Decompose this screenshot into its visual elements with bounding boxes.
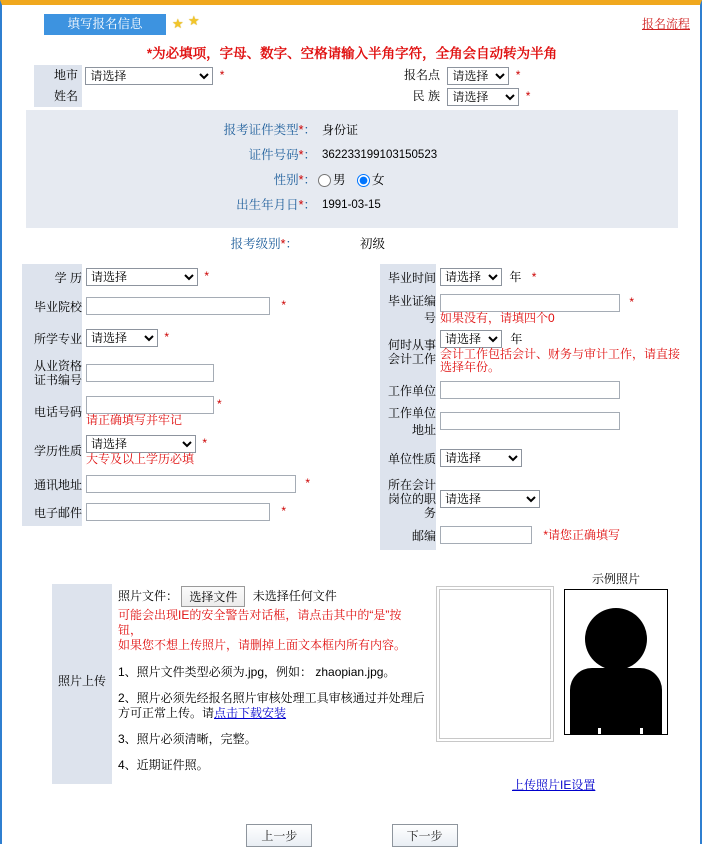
work-unit-label: 工作单位	[380, 376, 436, 404]
registration-flow-link[interactable]: 报名流程	[641, 17, 690, 31]
phone-required-mark: *	[217, 396, 222, 411]
unit-type-row	[380, 438, 690, 478]
photo-preview-box	[439, 589, 551, 739]
education-label: 学 历	[22, 264, 82, 290]
name-label: 姓名	[34, 86, 82, 107]
accounting-start-hint: 会计工作包括会计、财务与审计工作，请直接选择年份。	[440, 347, 681, 375]
accounting-start-unit: 年	[510, 331, 523, 346]
photo-rule-2	[118, 691, 428, 721]
gender-female-option[interactable]: 女	[357, 173, 385, 187]
major-label: 所学专业	[22, 322, 82, 354]
required-fields-notice: *为必填项，字母、数字、空格请输入半角字符，全角会自动转为半角	[146, 46, 558, 61]
name-value	[85, 87, 265, 106]
nation-row	[386, 86, 686, 107]
graduation-cert-hint: 如果没有，请填四个0	[440, 310, 555, 325]
photo-rule-1: 1、照片文件类型必须为.jpg，例如： zhaopian.jpg。	[118, 665, 396, 679]
gender-male-option[interactable]: 男	[318, 173, 346, 187]
photo-rule-3: 3、照片必须清晰，完整。	[118, 732, 257, 746]
education-type-required-mark: *	[202, 435, 208, 450]
sample-photo-wrap	[564, 570, 668, 735]
practice-cert-label	[22, 354, 82, 392]
cert-no-row	[26, 143, 678, 168]
cert-no-label: 证件号码*：	[248, 148, 316, 162]
site-row	[386, 65, 686, 86]
silhouette-gap	[598, 728, 601, 735]
school-row	[22, 290, 310, 322]
gender-male-radio[interactable]	[318, 174, 331, 187]
accounting-start-row	[380, 328, 690, 376]
next-step-button[interactable]: 下一步	[392, 824, 458, 847]
exam-level-label: 报考级别*：	[230, 237, 298, 251]
star-icon: ★	[188, 13, 200, 28]
photo-upload-block	[14, 572, 690, 799]
nation-select[interactable]	[447, 88, 519, 106]
education-type-hint: 大专及以上学历必填	[86, 451, 195, 466]
mailing-address-row	[22, 470, 310, 498]
gender-female-radio[interactable]	[357, 174, 370, 187]
photo-warning-text	[118, 608, 428, 653]
person-body-icon	[570, 668, 662, 735]
city-row	[34, 65, 364, 86]
major-select[interactable]	[86, 329, 158, 347]
zip-hint: *请您正确填写	[543, 527, 621, 542]
identity-info-block	[26, 109, 678, 228]
work-address-row	[380, 404, 690, 438]
basic-info-block	[14, 65, 690, 107]
graduation-time-field	[436, 264, 690, 290]
school-input[interactable]	[86, 297, 270, 315]
city-required-mark: *	[219, 68, 225, 82]
unit-type-label: 单位性质	[380, 438, 436, 478]
practice-cert-label-line2: 证书编号	[33, 373, 82, 387]
accounting-start-label-line2: 会计工作	[387, 352, 436, 366]
mailing-address-label: 通讯地址	[22, 470, 82, 498]
nation-required-mark: *	[525, 89, 531, 103]
photo-warning-line3: 如果您不想上传照片，请删掉上面文本框内所有内容。	[118, 638, 407, 652]
site-required-mark: *	[515, 68, 521, 82]
major-field	[82, 322, 310, 354]
education-row	[22, 264, 310, 290]
education-select[interactable]	[86, 268, 198, 286]
email-input[interactable]	[86, 503, 270, 521]
ie-settings-link[interactable]: 上传照片IE设置	[512, 778, 596, 792]
birth-label: 出生年月日*：	[236, 198, 316, 212]
accounting-post-label	[380, 478, 436, 520]
gender-label: 性别*：	[273, 173, 316, 187]
photo-file-label: 照片文件：	[118, 589, 179, 603]
birth-row	[26, 193, 678, 218]
accounting-start-label-line1: 何时从事	[387, 338, 436, 352]
accounting-post-label-line1: 所在会计	[387, 478, 436, 492]
email-label: 电子邮件	[22, 498, 82, 526]
person-head-icon	[585, 608, 647, 670]
zip-label: 邮编	[380, 520, 436, 550]
email-row	[22, 498, 310, 526]
unit-type-select[interactable]	[440, 449, 522, 467]
graduation-time-unit: 年	[509, 269, 522, 284]
graduation-time-label: 毕业时间	[380, 264, 436, 290]
education-required-mark: *	[204, 269, 210, 284]
file-status-text: 未选择任何文件	[252, 589, 337, 603]
work-address-label: 工作单位地址	[380, 404, 436, 438]
education-type-label: 学历性质	[22, 430, 82, 470]
name-row	[34, 86, 364, 107]
main-form	[14, 264, 690, 574]
work-address-field	[436, 404, 690, 438]
phone-row	[22, 392, 310, 430]
gender-row	[26, 168, 678, 193]
birth-value: 1991-03-15	[322, 199, 381, 211]
photo-upload-body	[118, 586, 428, 784]
tab-fill-registration-info[interactable]: 填写报名信息	[44, 14, 166, 35]
phone-input[interactable]	[86, 396, 214, 414]
download-tool-link[interactable]: 点击下载安装	[214, 706, 287, 720]
school-label: 毕业院校	[22, 290, 82, 322]
nation-label: 民 族	[412, 89, 440, 103]
basic-info-right	[386, 65, 686, 107]
previous-step-button[interactable]: 上一步	[246, 824, 312, 847]
gender-radio-group	[318, 168, 393, 193]
major-row	[22, 322, 310, 354]
phone-field	[82, 392, 310, 430]
zip-row	[380, 520, 690, 550]
cert-no-value: 362233199103150523	[322, 149, 438, 161]
sample-photo-title: 示例照片	[591, 572, 640, 586]
zip-input[interactable]	[440, 526, 532, 544]
city-label: 地市	[34, 65, 82, 86]
star-icon: ★	[172, 16, 184, 31]
exam-level-value: 初级	[360, 237, 386, 251]
graduation-time-required-mark: *	[531, 269, 537, 284]
accounting-start-label	[380, 328, 436, 376]
mailing-address-field	[82, 470, 310, 498]
graduation-cert-required-mark: *	[629, 294, 635, 309]
header	[8, 12, 696, 40]
education-type-select[interactable]	[86, 435, 196, 453]
photo-warning-line2: 钮，	[118, 623, 143, 637]
accounting-start-field	[436, 328, 690, 376]
basic-info-left	[34, 65, 364, 107]
photo-file-row	[118, 586, 428, 606]
mailing-address-required-mark: *	[305, 476, 311, 491]
mailing-address-input[interactable]	[86, 475, 296, 493]
choose-file-button[interactable]: 选择文件	[181, 586, 245, 607]
site-select[interactable]	[447, 67, 509, 85]
sample-photo-image	[564, 589, 668, 735]
graduation-time-row	[380, 264, 690, 290]
graduation-cert-row	[380, 290, 690, 328]
practice-cert-input[interactable]	[86, 364, 214, 382]
accounting-post-select[interactable]	[440, 490, 540, 508]
main-form-right-column	[380, 264, 690, 550]
unit-type-field	[436, 438, 690, 478]
graduation-cert-input[interactable]	[440, 294, 620, 312]
city-select[interactable]	[85, 67, 213, 85]
practice-cert-field	[82, 354, 310, 392]
work-unit-field	[436, 376, 690, 404]
graduation-time-select[interactable]	[440, 268, 502, 286]
page-content	[8, 12, 696, 842]
education-type-field	[82, 430, 310, 470]
major-required-mark: *	[164, 330, 170, 345]
practice-cert-row	[22, 354, 310, 392]
work-address-input[interactable]	[440, 412, 620, 430]
silhouette-gap	[640, 728, 643, 735]
education-type-row	[22, 430, 310, 470]
accounting-post-row	[380, 478, 690, 520]
accounting-post-field	[436, 478, 690, 520]
cert-type-label: 报考证件类型*：	[223, 123, 316, 137]
photo-rules	[118, 665, 428, 773]
education-field	[82, 264, 310, 290]
main-form-left-column	[22, 264, 310, 526]
email-field	[82, 498, 310, 526]
email-required-mark: *	[281, 504, 287, 519]
practice-cert-label-line1: 从业资格	[33, 359, 82, 373]
site-label: 报名点	[403, 68, 440, 82]
phone-label: 电话号码	[22, 392, 82, 430]
work-unit-row	[380, 376, 690, 404]
accounting-start-select[interactable]	[440, 330, 502, 348]
graduation-cert-field	[436, 290, 690, 328]
photo-warning-line1: 可能会出现IE的安全警告对话框，请点击其中的“是”按	[118, 608, 402, 622]
zip-field	[436, 520, 690, 550]
school-field	[82, 290, 310, 322]
cert-type-row	[26, 118, 678, 143]
photo-upload-label: 照片上传	[57, 674, 106, 688]
exam-level-row	[8, 228, 696, 260]
school-required-mark: *	[281, 298, 287, 313]
phone-hint: 请正确填写并牢记	[86, 412, 183, 427]
photo-rule-4: 4、近期证件照。	[118, 758, 209, 772]
accounting-post-label-line2: 岗位的职务	[387, 492, 436, 520]
work-unit-input[interactable]	[440, 381, 620, 399]
graduation-cert-label: 毕业证编号	[380, 290, 436, 328]
photo-rule-2-text: 2、照片必须先经报名照片审核处理工具审核通过并处理后方可正常上传。请	[118, 691, 425, 720]
cert-type-value: 身份证	[322, 123, 359, 137]
